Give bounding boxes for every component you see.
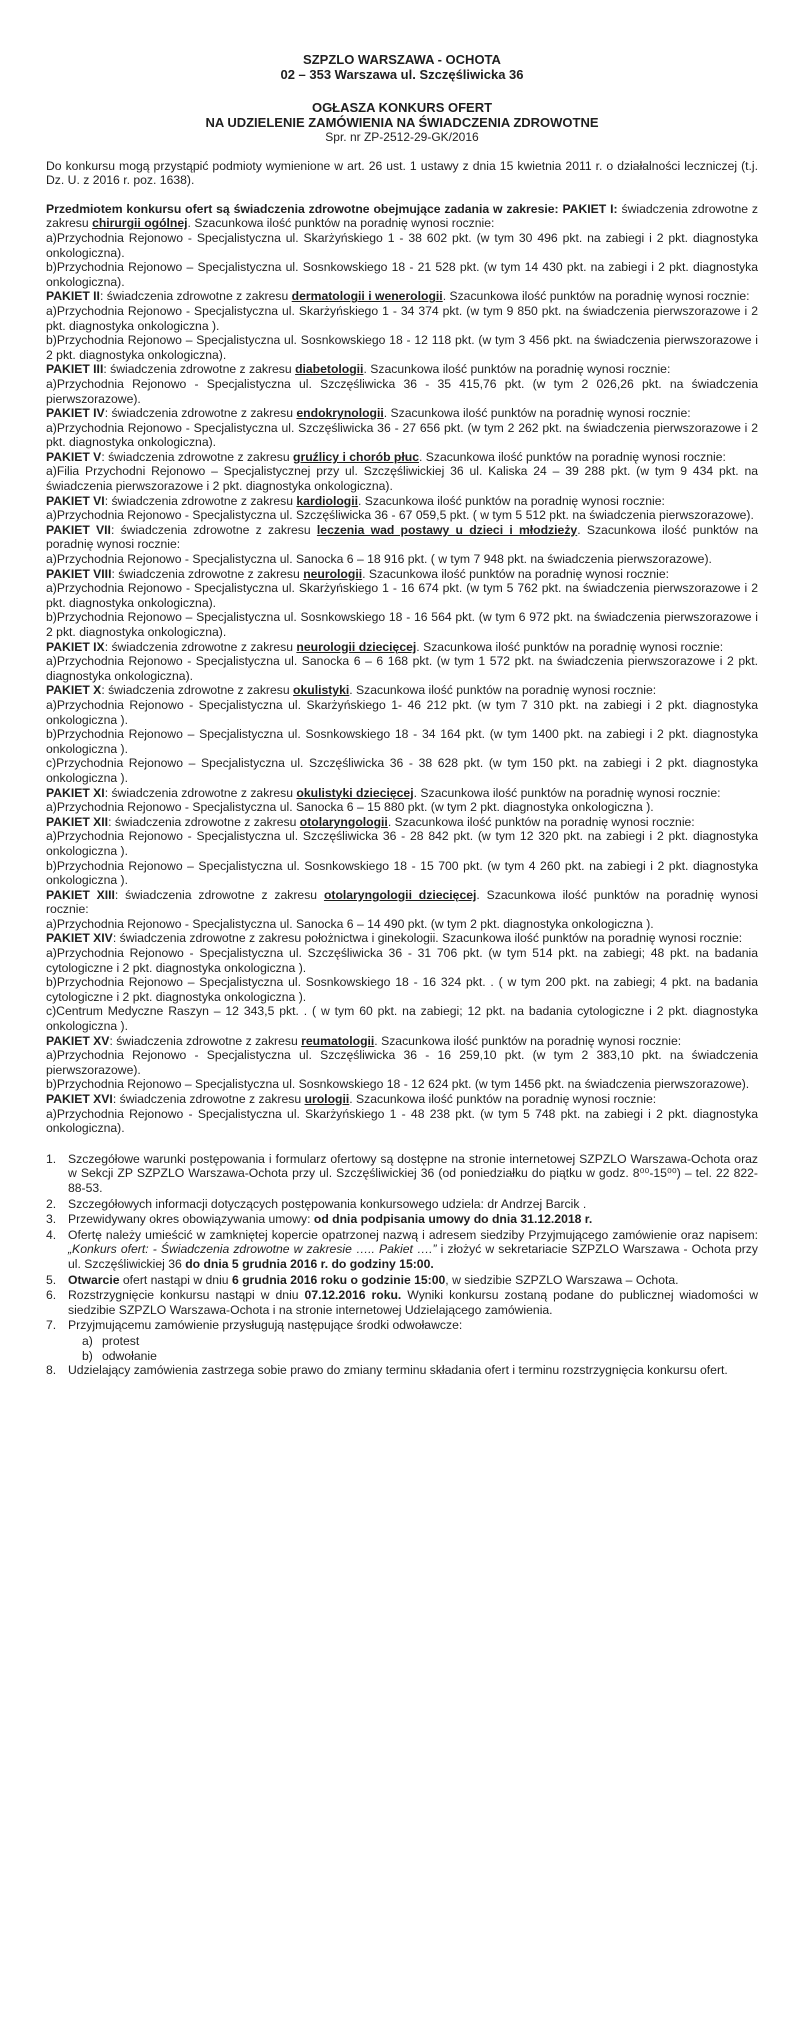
- condition-5: 5. Otwarcie ofert nastąpi w dniu 6 grudnia 2016 roku o godzinie 15:00, w siedzibie SZPZLO Warszawa – Ochota.: [46, 1272, 679, 1287]
- clinic-item: a)Filia Przychodni Rejonowo – Specjalistycznej przy ul. Szczęśliwickiej 36 ul. Kaliska 24 – 39 288 pkt. (w tym 9 434 pkt. na świadczenia pierwszorazowe i 2 pkt. diagnostyka onkologiczna).: [46, 464, 758, 494]
- package-heading: PAKIET VI: świadczenia zdrowotne z zakresu kardiologii. Szacunkowa ilość punktów na poradnię wynosi rocznie:: [46, 493, 665, 508]
- package-heading: PAKIET VII: świadczenia zdrowotne z zakresu leczenia wad postawy u dzieci i młodzieży. Szacunkowa ilość punktów na poradnię wynosi rocznie:: [46, 522, 758, 552]
- clinic-item: a)Przychodnia Rejonowo - Specjalistyczna ul. Skarżyńskiego 1 - 16 674 pkt. (w tym 5 762 pkt. na świadczenia pierwszorazowe i 2 pkt. diagnostyka onkologiczna).: [46, 581, 758, 610]
- org-name: SZPZLO WARSZAWA - OCHOTA: [303, 52, 501, 67]
- announcement-title: OGŁASZA KONKURS OFERT NA UDZIELENIE ZAMÓWIENIA NA ŚWIADCZENIA ZDROWOTNE: [205, 100, 599, 130]
- clinic-item: c)Przychodnia Rejonowo – Specjalistyczna ul. Szczęśliwicka 36 - 38 628 pkt. (w tym 150 pkt. na zabiegi i 2 pkt. diagnostyka onkologiczna ).: [46, 756, 758, 785]
- conditions-list: [46, 1152, 758, 1378]
- clinic-item: a)Przychodnia Rejonowo - Specjalistyczna ul. Szczęśliwicka 36 - 67 059,5 pkt. ( w tym 5 512 pkt. na świadczenia pierwszorazowe).: [46, 508, 754, 523]
- package-heading: PAKIET V: świadczenia zdrowotne z zakresu gruźlicy i chorób płuc. Szacunkowa ilość punktów na poradnię wynosi rocznie:: [46, 449, 726, 464]
- clinic-item: a)Przychodnia Rejonowo - Specjalistyczna ul. Szczęśliwicka 36 - 16 259,10 pkt. (w tym 2 383,10 pkt. na świadczenia pierwszorazowe).: [46, 1048, 758, 1077]
- condition-3: 3. Przewidywany okres obowiązywania umowy: od dnia podpisania umowy do dnia 31.12.2018 r.: [46, 1212, 593, 1227]
- org-address: 02 – 353 Warszawa ul. Szczęśliwicka 36: [280, 67, 524, 82]
- condition-7b: b) odwołanie: [82, 1348, 157, 1363]
- package-heading: PAKIET IX: świadczenia zdrowotne z zakresu neurologii dziecięcej. Szacunkowa ilość punktów na poradnię wynosi rocznie:: [46, 639, 724, 654]
- clinic-item: a)Przychodnia Rejonowo - Specjalistyczna ul. Sanocka 6 – 14 490 pkt. (w tym 2 pkt. diagnostyka onkologiczna ).: [46, 916, 654, 931]
- condition-8: 8. Udzielający zamówienia zastrzega sobie prawo do zmiany terminu składania ofert i terminu rozstrzygnięcia konkursu ofert.: [46, 1363, 728, 1378]
- clinic-item: a)Przychodnia Rejonowo - Specjalistyczna ul. Szczęśliwicka 36 - 35 415,76 pkt. (w tym 2 026,26 pkt. na świadczenia pierwszorazowe).: [46, 376, 758, 406]
- clinic-item: a)Przychodnia Rejonowo - Specjalistyczna ul. Sanocka 6 – 18 916 pkt. ( w tym 7 948 pkt. na świadczenia pierwszorazowe).: [46, 552, 712, 567]
- clinic-item: a)Przychodnia Rejonowo - Specjalistyczna ul. Skarżyńskiego 1- 46 212 pkt. (w tym 7 310 pkt. na zabiegi i 2 pkt. diagnostyka onkologiczna ).: [46, 697, 758, 727]
- package-heading: PAKIET IV: świadczenia zdrowotne z zakresu endokrynologii. Szacunkowa ilość punktów na poradnię wynosi rocznie:: [46, 406, 691, 421]
- clinic-item: a)Przychodnia Rejonowo - Specjalistyczna ul. Skarżyńskiego 1 - 48 238 pkt. (w tym 5 748 pkt. na zabiegi i 2 pkt. diagnostyka onkologiczna).: [46, 1106, 758, 1136]
- clinic-item: b)Przychodnia Rejonowo – Specjalistyczna ul. Sosnkowskiego 18 - 12 624 pkt. (w tym 1456 pkt. na świadczenia pierwszorazowe).: [46, 1077, 750, 1092]
- package-heading: PAKIET XVI: świadczenia zdrowotne z zakresu urologii. Szacunkowa ilość punktów na poradnię wynosi rocznie:: [46, 1092, 657, 1106]
- package-heading: PAKIET XIV: świadczenia zdrowotne z zakresu położnictwa i ginekologii. Szacunkowa ilość punktów na poradnię wynosi rocznie:: [46, 931, 743, 946]
- package-list: [46, 231, 758, 1136]
- condition-4: 4. Ofertę należy umieścić w zamkniętej kopercie opatrzonej nazwą i adresem siedziby Przyjmującego zamówienie oraz napisem: „Konkurs ofert: - Świadczenia zdrowotne w zakresie ….. Pakiet ….” i złożyć w sekretariacie SZPZLO Warszawa - Ochota przy ul. Szczęśliwickiej 36 do dnia 5 grudnia 2016 r. do godziny 15:00.: [46, 1227, 758, 1271]
- clinic-item: b)Przychodnia Rejonowo – Specjalistyczna ul. Sosnkowskiego 18 - 16 324 pkt. . ( w tym 200 pkt. na zabiegi; 4 pkt. na badania cytologiczne i 2 pkt. diagnostyka onkologiczna ).: [46, 975, 758, 1004]
- subject-paragraph: Przedmiotem konkursu ofert są świadczenia zdrowotne obejmujące zadania w zakresie: PAKIET I: świadczenia zdrowotne z zakresu chirurgii ogólnej. Szacunkowa ilość punktów na poradnię wynosi rocznie:: [46, 201, 758, 231]
- clinic-item: a)Przychodnia Rejonowo - Specjalistyczna ul. Skarżyńskiego 1 - 38 602 pkt. (w tym 30 496 pkt. na zabiegi i 2 pkt. diagnostyka onkologiczna).: [46, 230, 758, 260]
- reference-number: Spr. nr ZP-2512-29-GK/2016: [325, 130, 479, 144]
- clinic-item: b)Przychodnia Rejonowo – Specjalistyczna ul. Sosnkowskiego 18 - 12 118 pkt. (w tym 3 456 pkt. na świadczenia pierwszorazowe i 2 pkt. diagnostyka onkologiczna).: [46, 333, 758, 362]
- package-heading: PAKIET XI: świadczenia zdrowotne z zakresu okulistyki dziecięcej. Szacunkowa ilość punktów na poradnię wynosi rocznie:: [46, 785, 721, 800]
- condition-1: 1. Szczegółowe warunki postępowania i formularz ofertowy są dostępne na stronie internetowej SZPZLO Warszawa-Ochota oraz w Sekcji ZP SZPZLO Warszawa-Ochota przy ul. Szczęśliwickiej 36 (od poniedziałku do piątku w godz. 8⁰⁰-15⁰⁰) – tel. 22 822-88-53.: [46, 1151, 758, 1195]
- clinic-item: b)Przychodnia Rejonowo – Specjalistyczna ul. Sosnkowskiego 18 - 34 164 pkt. (w tym 1400 pkt. na zabiegi i 2 pkt. diagnostyka onkologiczna ).: [46, 727, 758, 756]
- clinic-item: a)Przychodnia Rejonowo - Specjalistyczna ul. Szczęśliwicka 36 - 31 706 pkt. (w tym 514 pkt. na zabiegi; 48 pkt. na badania cytologiczne i 2 pkt. diagnostyka onkologiczna ).: [46, 946, 758, 975]
- header: [46, 52, 758, 82]
- clinic-item: b)Przychodnia Rejonowo – Specjalistyczna ul. Sosnkowskiego 18 - 15 700 pkt. (w tym 4 260 pkt. na zabiegi i 2 pkt. diagnostyka onkologiczna ).: [46, 858, 758, 888]
- clinic-item: a)Przychodnia Rejonowo - Specjalistyczna ul. Szczęśliwicka 36 - 27 656 pkt. (w tym 2 262 pkt. na świadczenia pierwszorazowe i 2 pkt. diagnostyka onkologiczna).: [46, 420, 758, 450]
- condition-7: 7. Przyjmującemu zamówienie przysługują następujące środki odwoławcze:: [46, 1318, 463, 1333]
- intro-paragraph: Do konkursu mogą przystąpić podmioty wymienione w art. 26 ust. 1 ustawy z dnia 15 kwietnia 2011 r. o działalności leczniczej (t.j. Dz. U. z 2016 r. poz. 1638).: [46, 158, 758, 188]
- package-heading: PAKIET XIII: świadczenia zdrowotne z zakresu otolaryngologii dziecięcej. Szacunkowa ilość punktów na poradnię wynosi rocznie:: [46, 887, 758, 917]
- clinic-item: a)Przychodnia Rejonowo - Specjalistyczna ul. Szczęśliwicka 36 - 28 842 pkt. (w tym 12 320 pkt. na zabiegi i 2 pkt. diagnostyka onkologiczna ).: [46, 829, 758, 858]
- package-heading: PAKIET X: świadczenia zdrowotne z zakresu okulistyki. Szacunkowa ilość punktów na poradnię wynosi rocznie:: [46, 683, 657, 698]
- package-heading: PAKIET VIII: świadczenia zdrowotne z zakresu neurologii. Szacunkowa ilość punktów na poradnię wynosi rocznie:: [46, 566, 669, 581]
- condition-7a: a) protest: [82, 1333, 140, 1348]
- clinic-item: b)Przychodnia Rejonowo – Specjalistyczna ul. Sosnkowskiego 18 - 16 564 pkt. (w tym 6 972 pkt. na świadczenia pierwszorazowe i 2 pkt. diagnostyka onkologiczna).: [46, 610, 758, 639]
- clinic-item: a)Przychodnia Rejonowo - Specjalistyczna ul. Sanocka 6 – 6 168 pkt. (w tym 1 572 pkt. na świadczenia pierwszorazowe i 2 pkt. diagnostyka onkologiczna).: [46, 654, 758, 683]
- package-heading: PAKIET XII: świadczenia zdrowotne z zakresu otolaryngologii. Szacunkowa ilość punktów na poradnię wynosi rocznie:: [46, 814, 695, 829]
- clinic-item: a)Przychodnia Rejonowo - Specjalistyczna ul. Sanocka 6 – 15 880 pkt. (w tym 2 pkt. diagnostyka onkologiczna ).: [46, 800, 654, 815]
- document-page: [46, 52, 758, 1379]
- clinic-item: a)Przychodnia Rejonowo - Specjalistyczna ul. Skarżyńskiego 1 - 34 374 pkt. (w tym 9 850 pkt. na świadczenia pierwszorazowe i 2 pkt. diagnostyka onkologiczna ).: [46, 303, 758, 333]
- condition-6: 6. Rozstrzygnięcie konkursu nastąpi w dniu 07.12.2016 roku. Wyniki konkursu zostaną podane do publicznej wiadomości w siedzibie SZPZLO Warszawa-Ochota i na stronie internetowej Udzielającego zamówienia.: [46, 1288, 759, 1317]
- package-heading: PAKIET XV: świadczenia zdrowotne z zakresu reumatologii. Szacunkowa ilość punktów na poradnię wynosi rocznie:: [46, 1033, 682, 1048]
- package-heading: PAKIET III: świadczenia zdrowotne z zakresu diabetologii. Szacunkowa ilość punktów na poradnię wynosi rocznie:: [46, 362, 671, 377]
- clinic-item: c)Centrum Medyczne Raszyn – 12 343,5 pkt. . ( w tym 60 pkt. na zabiegi; 12 pkt. na badania cytologiczne i 2 pkt. diagnostyka onkologiczna ).: [46, 1004, 758, 1034]
- clinic-item: b)Przychodnia Rejonowo – Specjalistyczna ul. Sosnkowskiego 18 - 21 528 pkt. (w tym 14 430 pkt. na zabiegi i 2 pkt. diagnostyka onkologiczna).: [46, 260, 758, 289]
- condition-2: 2. Szczegółowych informacji dotyczących postępowania konkursowego udziela: dr Andrzej Barcik .: [46, 1196, 587, 1211]
- package-heading: PAKIET II: świadczenia zdrowotne z zakresu dermatologii i wenerologii. Szacunkowa ilość punktów na poradnię wynosi rocznie:: [46, 289, 750, 304]
